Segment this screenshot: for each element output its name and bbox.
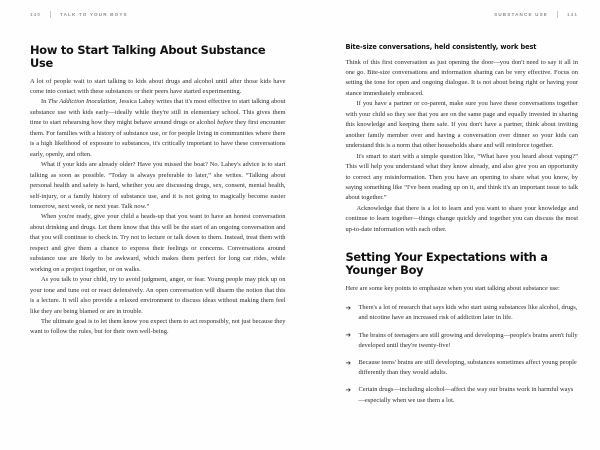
running-head-left-title: TALK TO YOUR BOYS bbox=[59, 12, 128, 17]
list-item bbox=[345, 331, 578, 351]
key-points-list bbox=[345, 303, 578, 406]
list-item-text: Certain drugs—including alcohol—affect the way our brains work in harmful ways—especially when we use them a lot. bbox=[358, 386, 574, 404]
section-heading-substance-use: How to Start Talking About Substance Use bbox=[30, 43, 266, 70]
list-item bbox=[345, 385, 578, 405]
header-divider-left bbox=[50, 11, 51, 18]
running-head-left bbox=[30, 11, 128, 18]
paragraph-rest: , Jessica Lahey writes that it's most effective to start talking about substance use with kids early—ideally while they're still in elementary school. This gives them time to start rehearsing how they might behave around drugs or alcohol bbox=[30, 98, 286, 127]
book-title-italic: The Addiction Inoculation bbox=[48, 98, 116, 106]
bullet-list-intro: Here are some key points to emphasize when you start talking about substance use: bbox=[345, 284, 560, 292]
running-head-right-title: SUBSTANCE USE bbox=[494, 12, 549, 17]
body-columns bbox=[0, 44, 600, 413]
paragraph: If you have a partner or co-parent, make sure you have these conversations together with your child so they see that you are on the same page and equally invested in sharing this knowledge and keeping them safe. If you don't have a partner, think about inviting another family member over and having a conversation over dinner so your kids can understand this is a norm that other households share and will reinforce together. bbox=[345, 100, 578, 150]
paragraph: What if your kids are already older? Have you missed the boat? No. Lahey's advice is to start talking as soon as possible. “Today is always preferable to later,” she writes. “Talking about personal health and safety is hard, whether you are discussing drugs, sex, consent, mental health, self-injury, or a family history of substance use, and it is not going to magically become easier tomorrow, next week, or next year. Talk now.” bbox=[30, 161, 286, 210]
paragraph-rest-2: they first encounter them. For families with a history of substance use, or for people living in communities where there is a high likelihood of exposure to substances, it's critically important to have these conversations early, openly, and often. bbox=[30, 119, 286, 158]
subheading-bite-size: Bite-size conversations, held consistently, work best bbox=[345, 43, 537, 51]
arrow-right-icon: ➔ bbox=[345, 303, 351, 312]
folio-left: 140 bbox=[30, 12, 41, 17]
right-column bbox=[345, 44, 578, 413]
arrow-right-icon: ➔ bbox=[345, 386, 351, 395]
paragraph: As you talk to your child, try to avoid judgment, anger, or fear. Young people may pick up on your tone and tune out or react defensively. An open conversation will disarm the notion that this is a lecture. It will also provide a relaxed environment to discuss ideas without making them feel like they are being blamed or are in trouble. bbox=[30, 276, 286, 315]
paragraph: The ultimate goal is to let them know you expect them to act responsibly, not just because they want to follow the rules, but for their own well-being. bbox=[30, 317, 286, 336]
list-item bbox=[345, 358, 578, 378]
section-heading-expectations: Setting Your Expectations with a Younger Boy bbox=[345, 250, 548, 278]
list-item bbox=[345, 303, 578, 323]
list-item-text: There's a lot of research that says kids who start using substances like alcohol, drugs, and nicotine have an increased risk of addiction later in life. bbox=[358, 304, 578, 322]
arrow-right-icon: ➔ bbox=[345, 358, 351, 367]
paragraph: It's smart to start with a simple question like, “What have you heard about vaping?” This will help you understand what they know already, and also give you an opportunity to correct any misinformation. Then you have an opening to share what you know, by saying something like “I've been reading up on it, and think it's an important issue to talk about together.” bbox=[345, 152, 578, 202]
paragraph: Think of this first conversation as just opening the door—you don't need to say it all in one go. Bite-size conversations and information sharing can be very effective. Focus on setting the tone for open and ongoing dialogue. It is not about being right or having your stance immediately embraced. bbox=[345, 58, 578, 97]
paragraph: Acknowledge that there is a lot to learn and you want to share your knowledge and continue to learn together—things change quickly and together you can discuss the most up-to-date information with each other. bbox=[345, 204, 578, 233]
folio-right: 141 bbox=[567, 12, 578, 17]
paragraph: When you're ready, give your child a heads-up that you want to have an honest conversation about drinking and drugs. Let them know that this will be the start of an ongoing conversation and that you will continue to check in. Try not to lecture or talk down to them. Instead, treat them with respect and give them a chance to express their feelings or concerns. Conversations around substance use are likely to be awkward, which makes them perfect for long car rides, while working on a project together, or on walks. bbox=[30, 213, 286, 273]
running-head-right bbox=[494, 11, 578, 18]
paragraph: A lot of people wait to start talking to kids about drugs and alcohol until after those kids have come into contact with these substances or their peers have started experimenting. bbox=[30, 77, 286, 95]
paragraph: In The Addiction Inoculation, Jessica Lahey writes that it's most effective to start talking about substance use with kids early—ideally while they're still in elementary school. This gives them time to start rehearsing how they might behave around drugs or alcohol before they first encounter them. For families with a history of substance use, or for people living in communities where there is a high likelihood of exposure to substances, it's critically important to have these conversations early, openly, and often. bbox=[30, 98, 286, 158]
list-item-text: Because teens' brains are still developing, substances sometimes affect young people differently than they would adults. bbox=[358, 359, 577, 377]
left-column bbox=[30, 44, 285, 413]
arrow-right-icon: ➔ bbox=[345, 331, 351, 340]
list-item-text: The brains of teenagers are still growing and developing—people's brains aren't fully developed until they're twenty-five! bbox=[358, 331, 578, 349]
emphasis-before: before bbox=[217, 119, 234, 127]
header-divider-right bbox=[557, 11, 558, 18]
